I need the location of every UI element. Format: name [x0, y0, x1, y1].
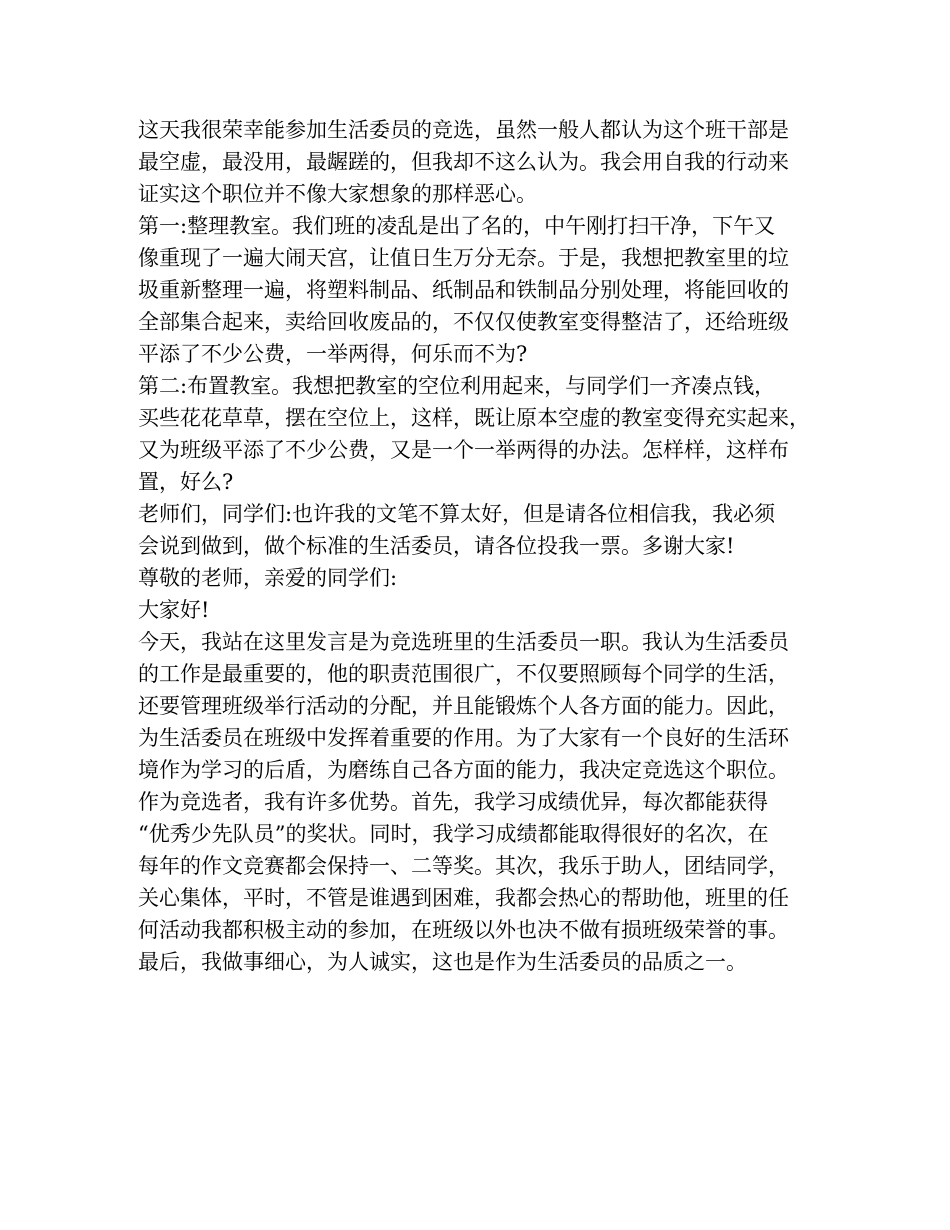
text-line: 证实这个职位并不像大家想象的那样恶心。: [138, 182, 537, 206]
text-line: 又为班级平添了不少公费，又是一个一举两得的办法。怎样样，这样布: [138, 438, 789, 462]
text-line: 最空虚，最没用，最龌蹉的，但我却不这么认为。我会用自我的行动来: [138, 150, 789, 174]
text-line: 第一:整理教室。我们班的凌乱是出了名的，中午刚打扫干净，下午又: [138, 214, 776, 238]
text-line: 最后，我做事细心，为人诚实，这也是作为生活委员的品质之一。: [138, 950, 747, 974]
text-line: 圾重新整理一遍，将塑料制品、纸制品和铁制品分别处理，将能回收的: [138, 278, 789, 302]
text-line: 的工作是最重要的，他的职责范围很广，不仅要照顾每个同学的生活，: [138, 662, 789, 686]
text-line: 老师们，同学们:也许我的文笔不算太好，但是请各位相信我，我必须: [138, 502, 776, 526]
text-line: 作为竞选者，我有许多优势。首先，我学习成绩优异，每次都能获得: [138, 790, 768, 814]
text-line: 这天我很荣幸能参加生活委员的竞选，虽然一般人都认为这个班干部是: [138, 118, 789, 142]
text-line: 每年的作文竞赛都会保持一、二等奖。其次，我乐于助人，团结同学，: [138, 854, 789, 878]
text-line: 会说到做到，做个标准的生活委员，请各位投我一票。多谢大家!: [138, 534, 735, 558]
text-line: 全部集合起来，卖给回收废品的，不仅仅使教室变得整洁了，还给班级: [138, 310, 789, 334]
text-line: “优秀少先队员”的奖状。同时，我学习成绩都能取得很好的名次，在: [138, 822, 769, 846]
text-line: 境作为学习的后盾，为磨练自己各方面的能力，我决定竞选这个职位。: [138, 758, 789, 782]
text-line: 为生活委员在班级中发挥着重要的作用。为了大家有一个良好的生活环: [138, 726, 789, 750]
text-line: 平添了不少公费，一举两得，何乐而不为?: [138, 342, 528, 366]
text-line: 像重现了一遍大闹天宫，让值日生万分无奈。于是，我想把教室里的垃: [138, 246, 789, 270]
text-line: 尊敬的老师，亲爱的同学们:: [138, 566, 398, 590]
text-line: 买些花花草草，摆在空位上，这样，既让原本空虚的教室变得充实起来，: [138, 406, 810, 430]
text-line: 关心集体，平时，不管是谁遇到困难，我都会热心的帮助他，班里的任: [138, 886, 789, 910]
text-line: 今天，我站在这里发言是为竞选班里的生活委员一职。我认为生活委员: [138, 630, 789, 654]
document-body: [138, 114, 828, 978]
text-line: 还要管理班级举行活动的分配，并且能锻炼个人各方面的能力。因此，: [138, 694, 789, 718]
text-line: 置，好么?: [138, 470, 234, 494]
text-line: 第二:布置教室。我想把教室的空位利用起来，与同学们一齐凑点钱，: [138, 374, 776, 398]
text-line: 大家好!: [138, 598, 210, 622]
text-line: 何活动我都积极主动的参加，在班级以外也决不做有损班级荣誉的事。: [138, 918, 789, 942]
